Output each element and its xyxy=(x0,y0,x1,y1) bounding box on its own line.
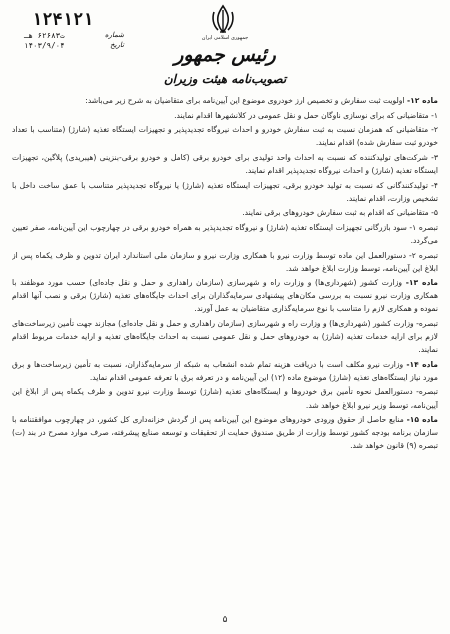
paragraph xyxy=(12,94,438,107)
paragraph: ۳- شرکت‌های تولیدکننده که نسبت به احداث واحد تولیدی برای خودرو برقی (کامل و خودرو برقی-بنزینی (هیبریدی) پلاگین، تجهیزات ایستگاه تغذیه (شارژ) و احداث نیروگاه تجدیدپذیر اقدام نمایند. xyxy=(12,152,438,175)
date-row xyxy=(24,41,124,50)
page-number: ۵ xyxy=(222,615,228,625)
cabinet-title: تصویب‌نامه هیئت وزیران xyxy=(163,72,287,86)
paragraph: ۲- متقاضیانی که همزمان نسبت به ثبت سفارش خودرو و احداث نیروگاه تجدیدپذیر و تجهیزات ایستگاه تغذیه (شارژ) (متناسب با تعداد خودرو ثبت سفارش شده) اقدام نمایند. xyxy=(12,125,438,148)
paragraph-text: وزارت نیرو مکلف است با دریافت هزینه تمام شده انشعاب به شبکه از سرمایه‌گذاران، نسبت به تأمین زیرساخت‌ها و برق مورد نیاز ایستگاه‌های تغذیه (شارژ) موضوع ماده (۱۲) این آیین‌نامه و در تعرفه برق با تعرفه عمومی اقدام نماید. xyxy=(12,359,438,382)
article-heading: ماده ۱۳- xyxy=(405,278,438,288)
article-heading: ماده ۱۵- xyxy=(406,415,438,425)
document-body xyxy=(12,94,438,610)
republic-label: جمهوری اسلامی ایران xyxy=(201,35,249,41)
paragraph: تبصره ۱- سود بازرگانی تجهیزات ایستگاه تغذیه (شارژ) و نیروگاه تجدیدپذیر به همراه خودرو برقی در چهارچوب این آیین‌نامه، صفر تعیین می‌گردد. xyxy=(12,222,438,245)
president-title: رئیس جمهور xyxy=(174,44,276,66)
paragraph-text: اولویت ثبت سفارش و تخصیص ارز خودروی موضوع این آیین‌نامه برای متقاضیان به شرح زیر می‌باشد: xyxy=(85,96,405,105)
article-heading: ماده ۱۲- xyxy=(406,96,438,105)
paragraph: ۵- متقاضیانی که اقدام به ثبت سفارش خودروهای برقی نمایند. xyxy=(242,208,438,218)
ref-value: ت۶۲۶۸۳ هـ xyxy=(24,31,65,40)
ref-row xyxy=(24,31,124,40)
article-heading: ماده ۱۴- xyxy=(406,359,438,369)
paragraph: تبصره- وزارت کشور (شهرداری‌ها) و وزارت راه و شهرسازی (سازمان راهداری و حمل و نقل جاده‌ای) مجازند جهت تأمین زیرساخت‌های لازم برای ارایه خدمات تغذیه (شارژ) به خودروهای حمل و نقل عمومی نسبت به احداث جایگاه‌های تغذیه و ارایه خدمات مربوط اقدام نمایند. xyxy=(12,319,438,355)
document-number: ۱۲۴۱۲۱ xyxy=(32,10,94,30)
paragraph: تبصره ۲- دستورالعمل این ماده توسط وزارت نیرو با همکاری وزارت نیرو و سازمان ملی استاندارد ایران تدوین و ظرف یکماه پس از ابلاغ این آیین‌نامه، توسط وزارت ابلاغ خواهد شد. xyxy=(12,250,438,273)
emblem-icon xyxy=(209,4,237,34)
paragraph: ۴- تولیدکنندگانی که نسبت به تولید خودرو برقی، تجهیزات ایستگاه تغذیه (شارژ) یا نیروگاه تجدیدپذیر متناسب با عمق ساخت داخل با تشخیص وزارت، اقدام نمایند. xyxy=(12,180,438,203)
date-value: ۱۴۰۳/۹/۰۴ xyxy=(24,41,65,50)
paragraph: ۱- متقاضیانی که برای نوسازی ناوگان حمل و نقل عمومی در کلانشهرها اقدام نمایند. xyxy=(174,110,438,120)
date-label: تاریخ xyxy=(110,41,124,49)
paragraph xyxy=(12,276,438,315)
paragraph xyxy=(12,413,438,452)
paragraph: تبصره- دستورالعمل نحوه تأمین برق خودروها و ایستگاه‌های تغذیه (شارژ) توسط وزارت نیرو تدوین و ظرف یکماه پس از ابلاغ این آیین‌نامه، توسط وزیر نیرو ابلاغ خواهد شد. xyxy=(12,387,438,410)
paragraph-text: منابع حاصل از حقوق ورودی خودروهای موضوع این آیین‌نامه پس از گردش خزانه‌داری کل کشور، در چهارچوب موافقتنامه با سازمان برنامه بودجه کشور توسط وزارت از طریق صندوق حمایت از تحقیقات و توسعه صنایع پیشرفته، صرف موارد مصرح در بند (ت) تبصره (۹) قانون خواهد شد. xyxy=(12,415,438,451)
document-meta xyxy=(24,10,124,50)
ref-label: شماره xyxy=(104,31,124,39)
paragraph-text: وزارت کشور (شهرداری‌ها) و وزارت راه و شهرسازی (سازمان راهداری و حمل و نقل جاده‌ای) حسب مورد موظفند با همکاری وزارت نیرو نسبت به بررسی مکان‌های پیشنهادی سرمایه‌گذاران برای احداث جایگاه‌های تغذیه (شارژ) برقی و نصب آنها اقدام نموده و همکاری لازم را متناسب با نوع سرمایه‌گذاری متقاضیان به عمل آورند. xyxy=(12,278,438,314)
paragraph xyxy=(12,358,438,384)
